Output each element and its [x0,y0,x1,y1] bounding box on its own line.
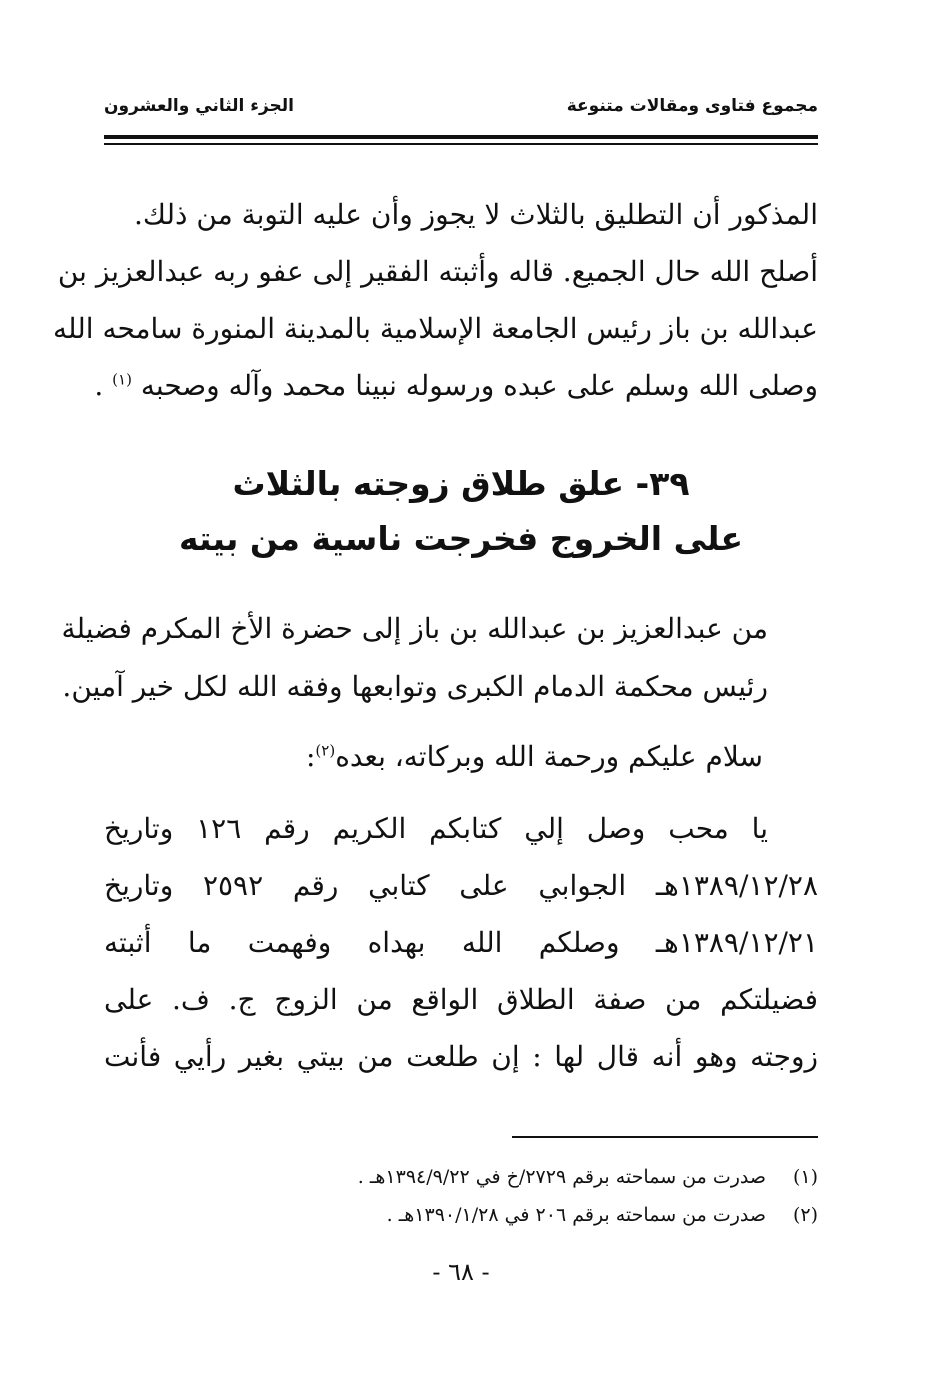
footnote-separator [512,1136,818,1138]
text-line: فضيلتكم من صفة الطلاق الواقع من الزوج ج. ف. على [104,983,818,1016]
header-rule-thin [104,143,818,145]
greeting-end: : [305,740,316,773]
running-header [104,96,818,116]
text-line: ١٣٨٩/١٢/٢١هـ وصلكم الله بهداه وفهمت ما أثبته [104,926,818,959]
footnote-number: (٢) [792,1204,818,1226]
text-line: يا محب وصل إلي كتابكم الكريم رقم ١٢٦ وتاريخ [104,812,768,845]
footnote-1 [104,1158,818,1196]
text-line: عبدالله بن باز رئيس الجامعة الإسلامية بالمدينة المنورة سامحه الله [52,312,818,345]
section-title-line-2: على الخروج فخرجت ناسية من بيته [179,519,743,558]
text-line: أصلح الله حال الجميع. قاله وأثبته الفقير إلى عفو ربه عبدالعزيز بن [57,255,818,288]
volume-label: الجزء الثاني والعشرون [104,96,295,116]
book-title: مجموع فتاوى ومقالات متنوعة [566,96,818,116]
footnote-text: صدرت من سماحته برقم ٢٠٦ في ١٣٩٠/١/٢٨هـ . [386,1204,766,1226]
header-rule-thick [104,135,818,139]
footnotes [104,1158,818,1234]
text-line [94,357,818,414]
page-number: - ٦٨ - [432,1258,490,1286]
text-fragment: وصلى الله وسلم على عبده ورسوله نبينا محمد وآله وصحبه [140,369,818,402]
footnote-2 [104,1196,818,1234]
section-title-line-1: ٣٩- علق طلاق زوجته بالثلاث [232,464,690,503]
footnote-number: (١) [792,1166,818,1188]
footnote-ref-2: (٢) [315,741,336,760]
footnote-text: صدرت من سماحته برقم ٢٧٢٩/خ في ١٣٩٤/٩/٢٢هـ . [357,1166,766,1188]
greeting-line [104,729,818,785]
intro-paragraph [52,186,818,414]
greeting-text: سلام عليكم ورحمة الله وبركاته، بعده [335,740,763,773]
text-line: رئيس محكمة الدمام الكبرى وتوابعها وفقه الله لكل خير آمين. [62,670,768,703]
text-line: زوجته وهو أنه قال لها : إن طلعت من بيتي بغير رأيي فأنت [104,1040,818,1073]
body-paragraph [104,800,818,1085]
text-line: من عبدالعزيز بن عبدالله بن باز إلى حضرة الأخ المكرم فضيلة [61,612,768,645]
text-line: ١٣٨٩/١٢/٢٨هـ الجوابي على كتابي رقم ٢٥٩٢ وتاريخ [104,869,818,902]
footnote-ref-1: (١) [112,370,132,389]
text-line: المذكور أن التطليق بالثلاث لا يجوز وأن عليه التوبة من ذلك. [134,198,818,231]
text-fragment: . [94,369,104,402]
address-paragraph [61,600,818,716]
